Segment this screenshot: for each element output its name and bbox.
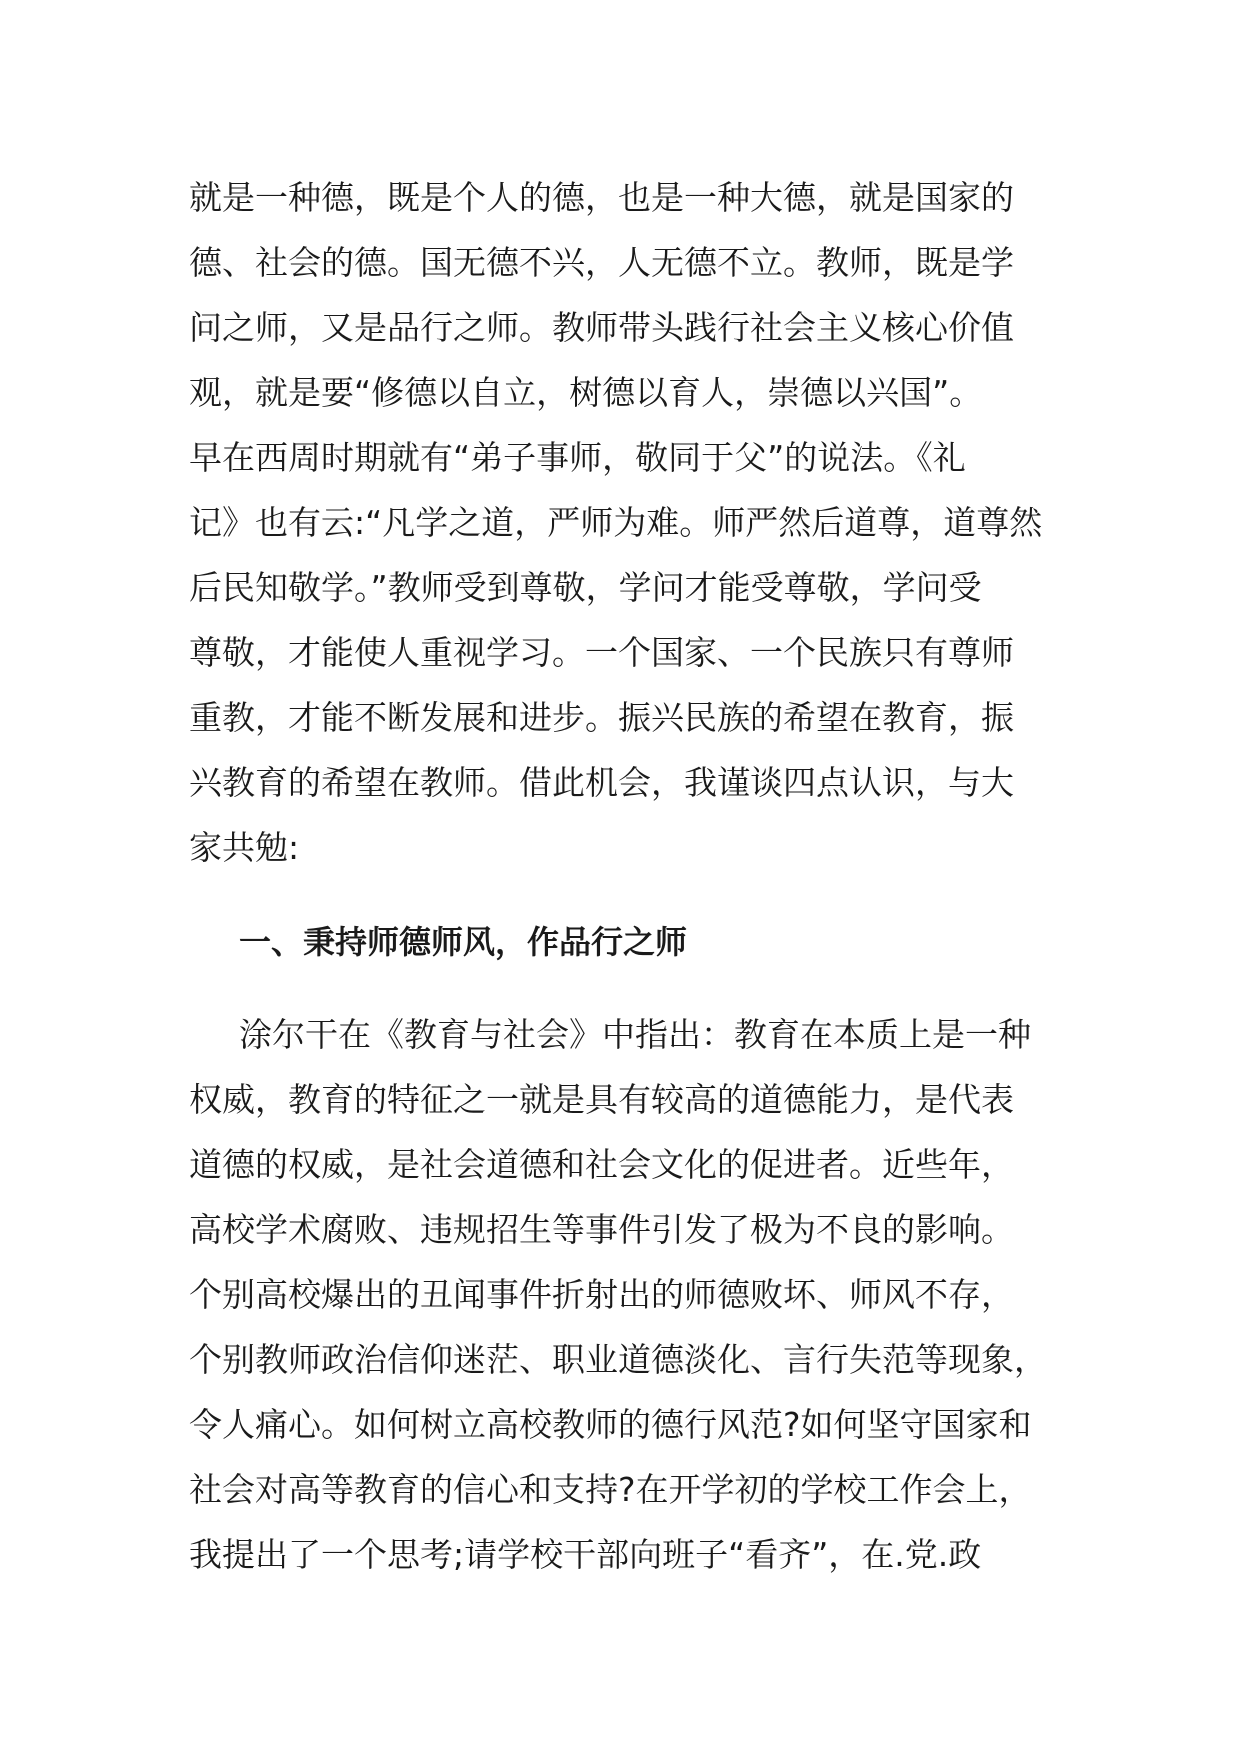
- paragraph-line: 高校学术腐败、违规招生等事件引发了极为不良的影响。: [189, 1210, 1014, 1249]
- paragraph-line: 涂尔干在《教育与社会》中指出：教育在本质上是一种: [239, 1015, 1031, 1054]
- paragraph-2: [189, 1002, 1089, 1587]
- paragraph-line: 兴教育的希望在教师。借此机会，我谨谈四点认识，与大: [189, 763, 1014, 802]
- paragraph-line: 问之师，又是品行之师。教师带头践行社会主义核心价值: [189, 308, 1014, 347]
- paragraph-line: 我提出了一个思考;请学校干部向班子“看齐”，在.党.政: [189, 1535, 982, 1574]
- paragraph-line: 个别教师政治信仰迷茫、职业道德淡化、言行失范等现象，: [189, 1340, 1047, 1379]
- paragraph-line: 令人痛心。如何树立高校教师的德行风范?如何坚守国家和: [189, 1405, 1032, 1444]
- section-heading-container: [189, 910, 1089, 975]
- paragraph-line: 后民知敬学。”教师受到尊敬，学问才能受尊敬，学问受: [189, 568, 982, 607]
- paragraph-line: 道德的权威，是社会道德和社会文化的促进者。近些年，: [189, 1145, 1014, 1184]
- paragraph-line: 德、社会的德。国无德不兴，人无德不立。教师，既是学: [189, 243, 1014, 282]
- paragraph-line: 早在西周时期就有“弟子事师，敬同于父”的说法。《礼: [189, 438, 966, 477]
- paragraph-line: 就是一种德，既是个人的德，也是一种大德，就是国家的: [189, 178, 1014, 217]
- paragraph-line: 记》也有云:“凡学之道，严师为难。师严然后道尊，道尊然: [189, 503, 1043, 542]
- paragraph-line: 尊敬，才能使人重视学习。一个国家、一个民族只有尊师: [189, 633, 1014, 672]
- paragraph-line: 个别高校爆出的丑闻事件折射出的师德败坏、师风不存，: [189, 1275, 1014, 1314]
- paragraph-line: 家共勉:: [189, 828, 300, 867]
- paragraph-1: [189, 165, 1089, 880]
- paragraph-line: 观，就是要“修德以自立，树德以育人，崇德以兴国”。: [189, 373, 983, 412]
- section-heading: 一、秉持师德师风，作品行之师: [239, 923, 688, 961]
- paragraph-line: 社会对高等教育的信心和支持?在开学初的学校工作会上，: [189, 1470, 1032, 1509]
- paragraph-line: 权威，教育的特征之一就是具有较高的道德能力，是代表: [189, 1080, 1014, 1119]
- paragraph-line: 重教，才能不断发展和进步。振兴民族的希望在教育，振: [189, 698, 1014, 737]
